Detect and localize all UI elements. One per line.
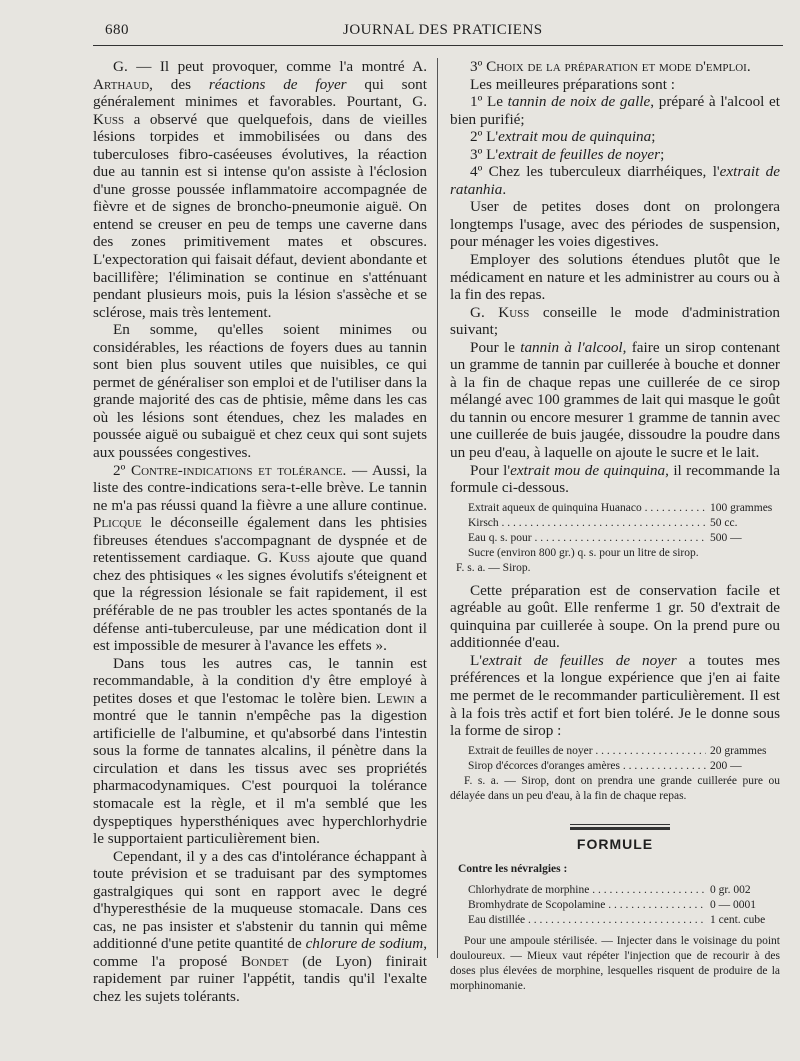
recipe-row: Bromhydrate de Scopolamine . . . 0 — 0001 — [450, 898, 780, 913]
section-heading-choix: 3º Choix de la préparation et mode d'emploi. — [470, 58, 751, 75]
list-item: 2º L'extrait mou de quinquina; — [470, 128, 656, 146]
paragraph: Cette préparation est de conservation facile et agréable au goût. Elle renferme 1 gr. 50 d'extrait de quinquina par cuillerée à soupe. On la prend pure ou additionnée d'eau. — [450, 581, 780, 652]
recipe-noyer — [450, 744, 780, 804]
section-heading: Contre-indications et tolérance. — [130, 461, 347, 479]
recipe-note: Sucre (environ 800 gr.) q. s. pour un litre de sirop. — [468, 546, 699, 559]
recipe-row: Chlorhydrate de morphine . . . 0 gr. 002 — [450, 883, 780, 898]
list-item: 4º Chez les tuberculeux diarrhéiques, l'extrait de ratanhia. — [450, 163, 780, 198]
recipe-note: F. s. a. — Sirop. — [456, 561, 531, 574]
paragraph: Les meilleures préparations sont : — [470, 75, 675, 93]
column-divider — [437, 58, 438, 958]
paragraph: En somme, qu'elles soient minimes ou considérables, les réactions de foyers dues au tannin sont bien plus souvent utiles que nuisibles, ce qui permet de généraliser son emploi et de l'utiliser dans la grande majorité des cas de phtisie, même dans les cas où les lésions sont étendues, chez les malades en poussée aiguë ou subaiguë et chez ceux qui sont sujets aux poussées congestives. — [93, 321, 427, 462]
journal-title: JOURNAL DES PRATICIENS — [343, 22, 543, 38]
paragraph-contre-indications: 2º Contre-indications et tolérance. — Aussi, la liste des contre-indications sera-t-elle brève. Le tannin ne m'a pas réussi quand la fièvre a une allure continue. Plicque le déconseille également dans les phtisies fibreuses étendues s'accompagnant de dyspnée et de retentissement cardiaque. G. Kuss ajoute que quand chez des phtisiques « les signes évolutifs s'éteignent et que la régression lésionale se fait rapidement, il est préférable de ne pas troubler les actes spontanés de la défense anti-tuberculeuse, par une médication dont il est impossible de mesurer à l'avance les effets ». — [93, 461, 427, 655]
recipe-row: Kirsch . . . 50 cc. — [450, 516, 780, 531]
formule-rule — [570, 827, 670, 830]
recipe-row: Extrait de feuilles de noyer . . . 20 grammes — [450, 744, 780, 759]
paragraph: Pour le tannin à l'alcool, faire un sirop contenant un gramme de tannin par cuillerée à bouche et donner à la fin de chaque repas une cuillerée de ce sirop mélangé avec 100 grammes de lait qui masque le goût du tannin ou encore mesurer 1 gramme de tannin avec une cuillerée de buis jaugée, dissoudre la poudre dans un peu d'eau, à laquelle on ajoute le sucre et le lait. — [450, 338, 781, 462]
list-item: 3º L'extrait de feuilles de noyer; — [470, 145, 665, 163]
page-header — [93, 22, 783, 42]
formule-title: FORMULE — [576, 835, 654, 852]
recipe-note: F. s. a. — Sirop, dont on prendra une grande cuillerée pure ou délayée dans un peu d'eau, à la fin de chaque repas. — [450, 774, 780, 802]
formule-note: Pour une ampoule stérilisée. — Injecter dans le voisinage du point douloureux. — Mieux vaut répéter l'injection que de recourir à des doses plus élevées de morphine, lesquelles risquent de produire de la morphinomanie. — [450, 934, 780, 992]
paragraph: User de petites doses dont on prolongera longtemps l'usage, avec des périodes de suspension, pour ménager les voies digestives. — [450, 198, 780, 251]
header-rule — [93, 45, 783, 46]
list-item: 1º Le tannin de noix de galle, préparé à l'alcool et bien purifié; — [450, 93, 781, 128]
recipe-row: Sirop d'écorces d'oranges amères . . . 200 — — [450, 759, 780, 774]
right-column — [450, 58, 780, 994]
paragraph: Employer des solutions étendues plutôt que le médicament en nature et les administrer au cours ou à la fin des repas. — [450, 251, 780, 304]
left-column — [93, 58, 427, 1006]
recipe-row: Eau distillée . . . 1 cent. cube — [450, 913, 780, 928]
page-number: 680 — [105, 22, 129, 38]
formule-rule — [570, 824, 670, 825]
paragraph: L'extrait de feuilles de noyer a toutes mes préférences et la longue expérience que j'en ai faite me permet de le recommander particulièrement. Il est à la fois très actif et fort bien toléré. Je le donne sous la forme de sirop : — [450, 651, 780, 740]
paragraph: Cependant, il y a des cas d'intolérance échappant à toute prévision et se traduisant par des symptomes gastralgiques qui sont en rapport avec le degré d'hyperesthésie de la muqueuse stomacale. Dans ces cas, ne pas insister et s'abstenir du tannin qui même additionné d'une petite quantité de chlorure de sodium, comme l'a proposé Bondet (de Lyon) finirait rapidement par ruiner l'appétit, tandis qu'il l'exalte chez les sujets tolérants. — [93, 847, 428, 1005]
paragraph: Dans tous les autres cas, le tannin est recommandable, à la condition d'y être employé à petites doses et que l'estomac le tolère bien. Lewin a montré que le tannin n'empêche pas la digestion artificielle de l'albumine, et qu'absorbé dans l'intestin sous la forme de tannates alcalins, il pénètre dans la circulation et dans les tissus avec ses propriétés pharmacodynamiques. C'est pourquoi la tolérance stomacale est la règle, et il m'a semblé que les dyspeptiques hypersthéniques avec hyperchlorhydrie le supportaient particulièrement bien. — [93, 654, 427, 848]
paragraph: G. Kuss conseille le mode d'administration suivant; — [450, 303, 781, 339]
recipe-nevralgies — [450, 883, 780, 928]
formule-subheading: Contre les névralgies : — [458, 863, 568, 876]
recipe-quinquina — [450, 501, 780, 576]
recipe-row: Extrait aqueux de quinquina Huanaco . . . 100 grammes — [450, 501, 780, 516]
paragraph: G. — Il peut provoquer, comme l'a montré A. Arthaud, des réactions de foyer qui sont généralement minimes et favorables. Pourtant, G. Kuss a observé que quelquefois, dans de vieilles lésions torpides et immobilisées ou dans des tuberculoses fibro-caséeuses évolutives, la réaction due au tannin est si intense qu'on assiste à l'éclosion d'une grosse poussée inflammatoire accompagnée de fièvre et de signes de broncho-pneumonie aiguë. On entend se creuser en peu de temps une caverne dans des zones primitivement mates et obscures. L'expectoration qui faisait défaut, devient abondante et bacillifère; l'élimination se continue en s'atténuant pendant plusieurs mois, puis la lésion s'assèche et se sclérose, mais très lentement. — [93, 58, 427, 321]
paragraph: Pour l'extrait mou de quinquina, il recommande la formule ci-dessous. — [450, 461, 780, 497]
recipe-row: Eau q. s. pour . . . 500 — — [450, 531, 780, 546]
